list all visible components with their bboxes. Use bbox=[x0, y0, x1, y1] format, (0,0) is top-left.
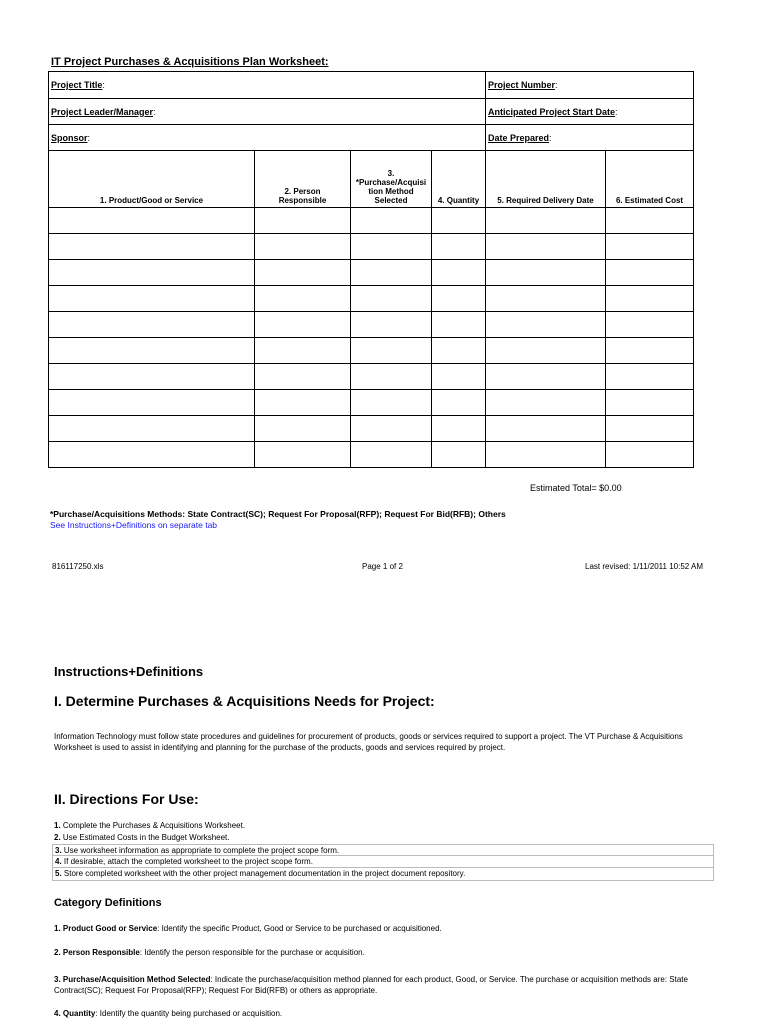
worksheet-table bbox=[48, 71, 694, 468]
table-cell[interactable] bbox=[49, 260, 255, 286]
table-cell[interactable] bbox=[432, 364, 486, 390]
table-cell[interactable] bbox=[432, 312, 486, 338]
definition-item: 3. Purchase/Acquisition Method Selected: Indicate the purchase/acquisition method planned for each product, Good, or Service. The purchase or acquisition methods are: State Contract(SC); Request For Proposal(RFP); Request For Bid(RFB) or others as appropriate. bbox=[54, 975, 688, 995]
table-cell[interactable] bbox=[49, 338, 255, 364]
direction-item: 1. Complete the Purchases & Acquisitions Worksheet. bbox=[54, 821, 246, 830]
table-row bbox=[49, 312, 694, 338]
col-header-delivery-date: 5. Required Delivery Date bbox=[486, 151, 606, 208]
project-number-cell[interactable]: Project Number: bbox=[486, 72, 694, 99]
project-leader-cell[interactable]: Project Leader/Manager: bbox=[49, 99, 486, 125]
table-cell[interactable] bbox=[606, 338, 694, 364]
table-cell[interactable] bbox=[606, 312, 694, 338]
table-cell[interactable] bbox=[432, 260, 486, 286]
table-cell[interactable] bbox=[49, 234, 255, 260]
definition-item: 4. Quantity: Identify the quantity being purchased or acquisition. bbox=[54, 1009, 283, 1018]
table-cell[interactable] bbox=[351, 234, 432, 260]
table-cell[interactable] bbox=[255, 390, 351, 416]
section-directions: II. Directions For Use: bbox=[54, 791, 199, 807]
table-cell[interactable] bbox=[255, 312, 351, 338]
table-row bbox=[49, 338, 694, 364]
table-cell[interactable] bbox=[432, 442, 486, 468]
estimated-total-label: Estimated Total= bbox=[530, 483, 597, 493]
project-leader-label: Project Leader/Manager bbox=[51, 106, 154, 117]
section-determine-needs: I. Determine Purchases & Acquisitions Needs for Project: bbox=[54, 693, 435, 709]
table-cell[interactable] bbox=[606, 390, 694, 416]
table-cell[interactable] bbox=[255, 260, 351, 286]
table-cell[interactable] bbox=[255, 338, 351, 364]
project-title-cell[interactable]: Project Title: bbox=[49, 72, 486, 99]
date-prepared-label: Date Prepared bbox=[488, 132, 550, 143]
table-cell[interactable] bbox=[351, 260, 432, 286]
table-row bbox=[49, 286, 694, 312]
methods-note: *Purchase/Acquisitions Methods: State Contract(SC); Request For Proposal(RFP); Request For Bid(RFB); Others bbox=[50, 509, 506, 519]
table-cell[interactable] bbox=[606, 260, 694, 286]
footer-page: Page 1 of 2 bbox=[362, 562, 403, 571]
table-row bbox=[49, 208, 694, 234]
start-date-cell[interactable]: Anticipated Project Start Date: bbox=[486, 99, 694, 125]
see-instructions-link[interactable]: See Instructions+Definitions on separate tab bbox=[50, 520, 218, 530]
table-cell[interactable] bbox=[486, 234, 606, 260]
table-cell[interactable] bbox=[432, 338, 486, 364]
table-cell[interactable] bbox=[49, 208, 255, 234]
col-header-person: 2. Person Responsible bbox=[255, 151, 351, 208]
table-cell[interactable] bbox=[351, 390, 432, 416]
sponsor-cell[interactable]: Sponsor: bbox=[49, 125, 486, 151]
table-cell[interactable] bbox=[606, 208, 694, 234]
table-cell[interactable] bbox=[486, 286, 606, 312]
definition-item: 2. Person Responsible: Identify the person responsible for the purchase or acquisition. bbox=[54, 948, 365, 957]
table-cell[interactable] bbox=[606, 286, 694, 312]
table-cell[interactable] bbox=[486, 416, 606, 442]
table-cell[interactable] bbox=[432, 208, 486, 234]
direction-item: 5. Store completed worksheet with the other project management documentation in the project document repository. bbox=[52, 868, 714, 881]
table-cell[interactable] bbox=[49, 390, 255, 416]
table-row bbox=[49, 416, 694, 442]
table-cell[interactable] bbox=[486, 442, 606, 468]
date-prepared-cell[interactable]: Date Prepared: bbox=[486, 125, 694, 151]
table-cell[interactable] bbox=[49, 416, 255, 442]
table-cell[interactable] bbox=[49, 312, 255, 338]
table-cell[interactable] bbox=[486, 390, 606, 416]
table-cell[interactable] bbox=[351, 338, 432, 364]
col-header-estimated-cost: 6. Estimated Cost bbox=[606, 151, 694, 208]
estimated-total bbox=[530, 483, 622, 493]
table-cell[interactable] bbox=[486, 338, 606, 364]
table-row bbox=[49, 234, 694, 260]
table-cell[interactable] bbox=[351, 312, 432, 338]
table-cell[interactable] bbox=[351, 286, 432, 312]
project-title-label: Project Title bbox=[51, 80, 103, 90]
estimated-total-value: $0.00 bbox=[599, 483, 622, 493]
table-cell[interactable] bbox=[432, 416, 486, 442]
intro-paragraph: Information Technology must follow state procedures and guidelines for procurement of products, goods or services required to support a project. The VT Purchase & Acquisitions Worksheet is used to assist in identifying and planning for the purchase of the products, goods and services required by project. bbox=[54, 732, 683, 752]
table-cell[interactable] bbox=[432, 286, 486, 312]
table-cell[interactable] bbox=[255, 208, 351, 234]
instructions-heading: Instructions+Definitions bbox=[54, 664, 204, 679]
table-row bbox=[49, 260, 694, 286]
footer-filename: 816117250.xls bbox=[52, 562, 104, 571]
col-header-product: 1. Product/Good or Service bbox=[49, 151, 255, 208]
table-cell[interactable] bbox=[486, 364, 606, 390]
project-number-label: Project Number bbox=[488, 80, 556, 90]
start-date-label: Anticipated Project Start Date bbox=[488, 106, 616, 117]
category-definitions-heading: Category Definitions bbox=[54, 897, 162, 909]
definition-item: 1. Product Good or Service: Identify the specific Product, Good or Service to be purchased or acquisitioned. bbox=[54, 924, 442, 933]
table-cell[interactable] bbox=[351, 364, 432, 390]
table-cell[interactable] bbox=[255, 442, 351, 468]
table-cell[interactable] bbox=[606, 416, 694, 442]
table-cell[interactable] bbox=[49, 442, 255, 468]
footer-revised: Last revised: 1/11/2011 10:52 AM bbox=[585, 562, 704, 571]
table-cell[interactable] bbox=[351, 208, 432, 234]
table-cell[interactable] bbox=[49, 364, 255, 390]
table-cell[interactable] bbox=[255, 416, 351, 442]
direction-item: 3. Use worksheet information as appropriate to complete the project scope form. bbox=[52, 844, 714, 856]
table-cell[interactable] bbox=[606, 442, 694, 468]
table-row bbox=[49, 364, 694, 390]
table-cell[interactable] bbox=[255, 234, 351, 260]
table-row bbox=[49, 442, 694, 468]
sponsor-label: Sponsor bbox=[51, 132, 88, 143]
direction-item: 4. If desirable, attach the completed worksheet to the project scope form. bbox=[52, 856, 714, 868]
table-row bbox=[49, 390, 694, 416]
table-cell[interactable] bbox=[351, 442, 432, 468]
col-header-method: 3. *Purchase/Acquisi tion Method Selected bbox=[351, 151, 432, 208]
table-cell[interactable] bbox=[432, 234, 486, 260]
table-cell[interactable] bbox=[486, 312, 606, 338]
table-cell[interactable] bbox=[606, 234, 694, 260]
table-cell[interactable] bbox=[351, 416, 432, 442]
table-cell[interactable] bbox=[486, 260, 606, 286]
table-cell[interactable] bbox=[606, 364, 694, 390]
col-header-quantity: 4. Quantity bbox=[432, 151, 486, 208]
table-cell[interactable] bbox=[255, 286, 351, 312]
worksheet-title: IT Project Purchases & Acquisitions Plan Worksheet: bbox=[51, 56, 329, 68]
table-cell[interactable] bbox=[49, 286, 255, 312]
table-cell[interactable] bbox=[432, 390, 486, 416]
table-cell[interactable] bbox=[255, 364, 351, 390]
direction-item: 2. Use Estimated Costs in the Budget Worksheet. bbox=[54, 833, 230, 842]
table-cell[interactable] bbox=[486, 208, 606, 234]
